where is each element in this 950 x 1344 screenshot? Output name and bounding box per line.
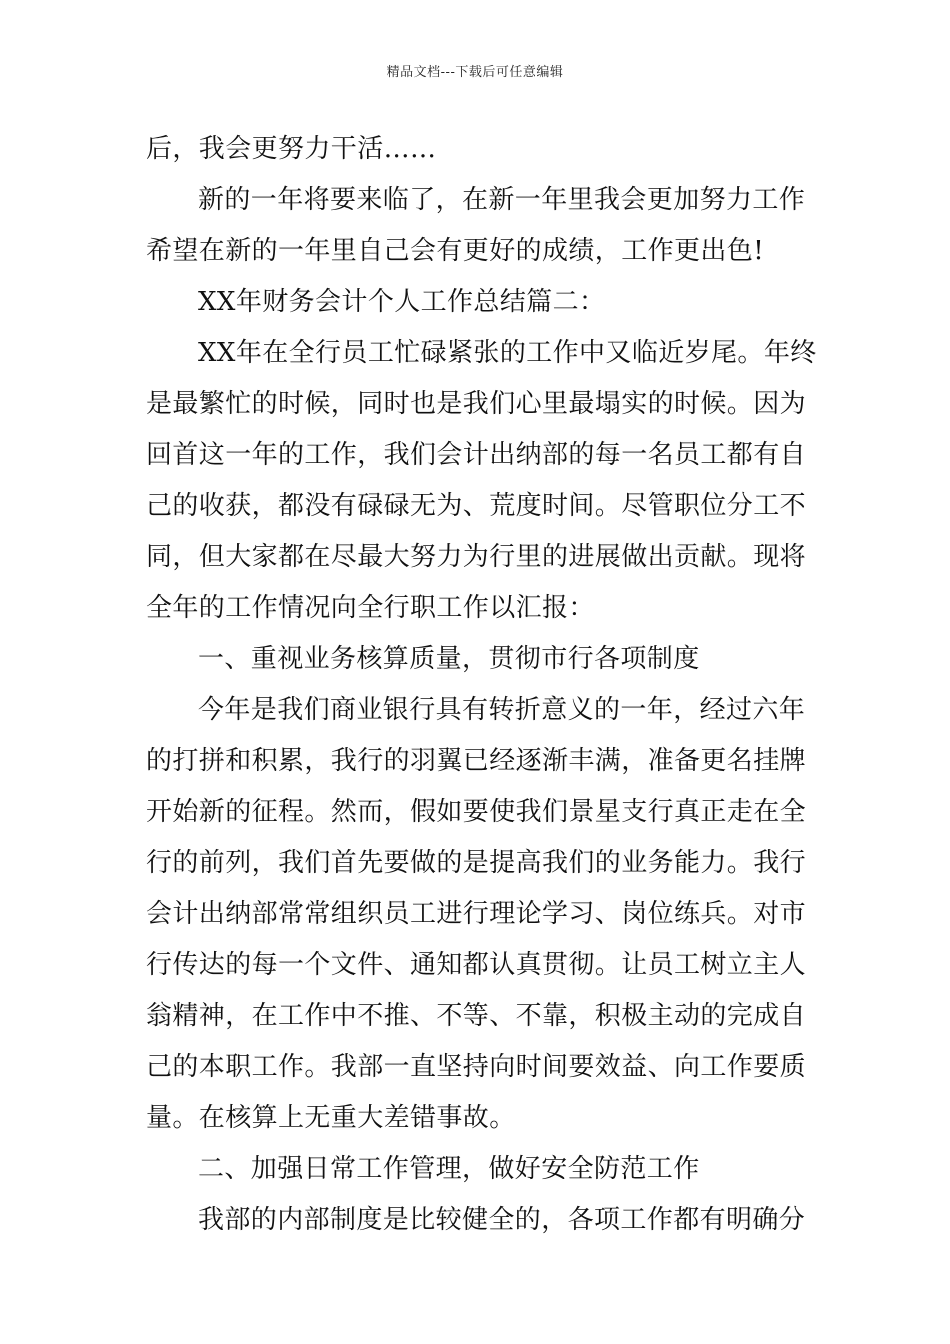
text-line: 会计出纳部常常组织员工进行理论学习、岗位练兵。对市 <box>146 899 807 929</box>
section-heading: 二、加强日常工作管理，做好安全防范工作 <box>198 1154 700 1184</box>
text-line: 己的本职工作。我部一直坚持向时间要效益、向工作要质 <box>146 1052 807 1082</box>
text-line: 今年是我们商业银行具有转折意义的一年，经过六年 <box>198 695 806 725</box>
text-line: 我部的内部制度是比较健全的，各项工作都有明确分 <box>198 1205 806 1235</box>
text-line: 后，我会更努力干活…… <box>146 134 437 164</box>
text-line: XX年在全行员工忙碌紧张的工作中又临近岁尾。年终 <box>198 338 817 368</box>
text-line: 回首这一年的工作，我们会计出纳部的每一名员工都有自 <box>146 440 807 470</box>
text-line: 行传达的每一个文件、通知都认真贯彻。让员工树立主人 <box>146 950 807 980</box>
text-line: 行的前列，我们首先要做的是提高我们的业务能力。我行 <box>146 848 807 878</box>
page-header: 精品文档---下载后可任意编辑 <box>386 65 564 80</box>
section-title: XX年财务会计个人工作总结篇二： <box>198 287 606 317</box>
text-line: 量。在核算上无重大差错事故。 <box>146 1103 516 1133</box>
text-line: 开始新的征程。然而，假如要使我们景星支行真正走在全 <box>146 797 807 827</box>
text-line: 同，但大家都在尽最大努力为行里的进展做出贡献。现将 <box>146 542 807 572</box>
text-line: 的打拼和积累，我行的羽翼已经逐渐丰满，准备更名挂牌 <box>146 746 807 776</box>
text-line: 新的一年将要来临了，在新一年里我会更加努力工作 <box>198 185 806 215</box>
text-line: 翁精神，在工作中不推、不等、不靠，积极主动的完成自 <box>146 1001 807 1031</box>
text-line: 是最繁忙的时候，同时也是我们心里最塌实的时候。因为 <box>146 389 807 419</box>
text-line: 全年的工作情况向全行职工作以汇报： <box>146 593 595 623</box>
text-line: 希望在新的一年里自己会有更好的成绩，工作更出色! <box>146 236 765 266</box>
section-heading: 一、重视业务核算质量，贯彻市行各项制度 <box>198 644 700 674</box>
document-body <box>146 124 817 1246</box>
text-line: 己的收获，都没有碌碌无为、荒度时间。尽管职位分工不 <box>146 491 807 521</box>
